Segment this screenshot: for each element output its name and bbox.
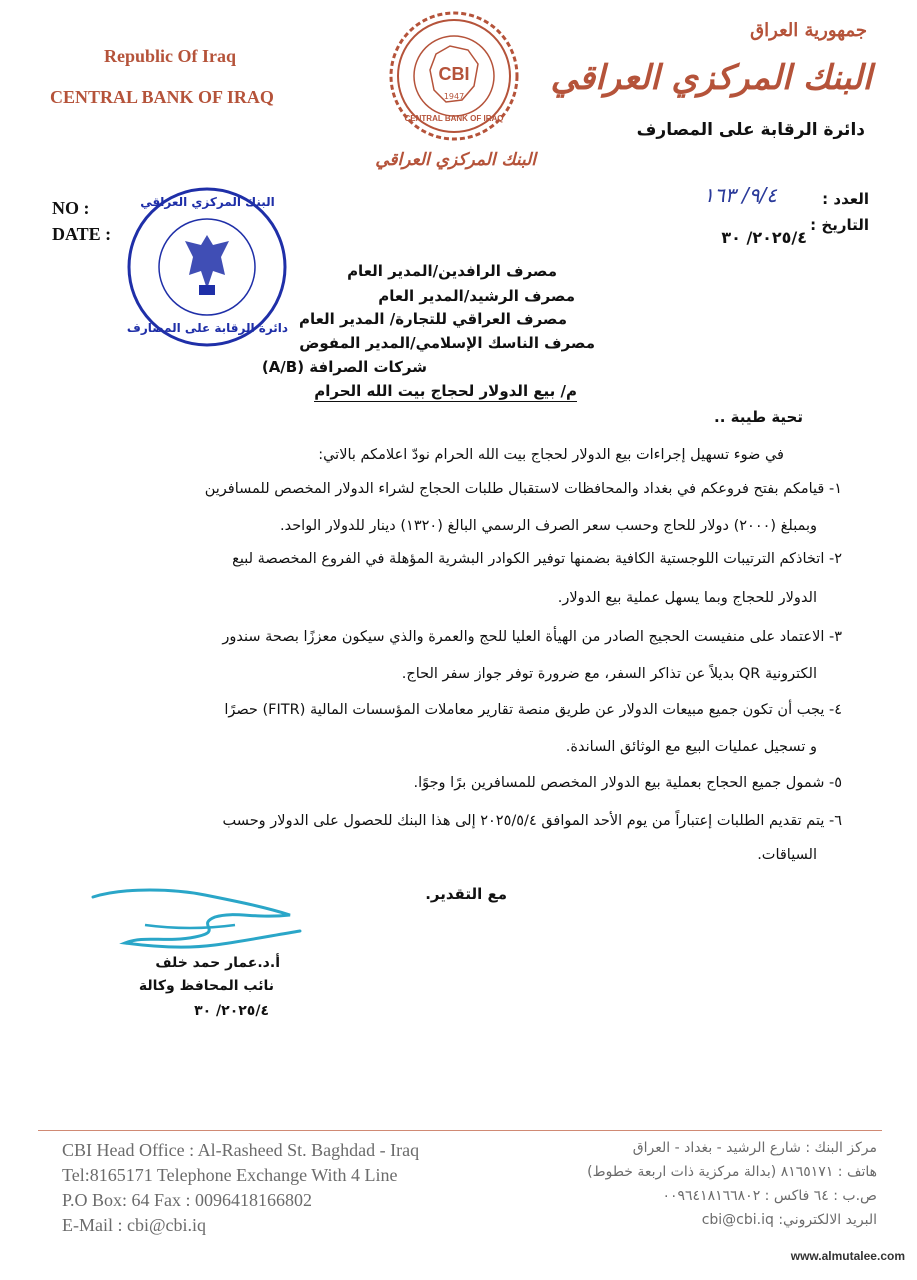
footer-ar-address: مركز البنك : شارع الرشيد - بغداد - العراق [632, 1140, 877, 1156]
ar-date-label: التاريخ : [810, 216, 869, 234]
header-en-republic: Republic Of Iraq [104, 46, 237, 66]
ar-no-label: العدد : [822, 190, 869, 208]
item-2-line-1: ٢- اتخاذكم الترتيبات اللوجستية الكافية بضمنها توفير الكوادر البشرية المؤهلة في الفروع المخصصة لبيع [232, 551, 842, 567]
logo-year: 1947 [443, 92, 465, 101]
date-label: DATE : [52, 224, 112, 244]
item-3-line-1: ٣- الاعتماد على منفيست الحجيج الصادر من الهيأة العليا للحج والعمرة والذي سيكون معززًا بصحة سندور [222, 629, 842, 645]
cbi-logo [388, 10, 520, 142]
signatory-name: أ.د.عمار حمد خلف [155, 955, 280, 971]
item-4-line-2: و تسجيل عمليات البيع مع الوثائق الساندة. [565, 739, 817, 755]
recipient-4: مصرف الناسك الإسلامي/المدير المفوض [299, 334, 595, 352]
subject-line: م/ بيع الدولار لحجاج بيت الله الحرام [314, 382, 577, 400]
stamp-ring-top: البنك المركزي العراقي [140, 195, 275, 209]
item-5-line-1: ٥- شمول جميع الحجاج بعملية بيع الدولار المخصص للمسافرين برًا وجوًا. [413, 775, 842, 791]
logo-text: CBI [438, 64, 470, 84]
footer-en-address: CBI Head Office : Al-Rasheed St. Baghdad - Iraq [62, 1140, 420, 1160]
item-6-line-1: ٦- يتم تقديم الطلبات إعتباراً من يوم الأحد الموافق ٢٠٢٥/٥/٤ إلى هذا البنك للحصول على الدولار وحسب [222, 813, 842, 829]
handwritten-signature [85, 885, 315, 960]
item-1-line-2: وبمبلغ (٢٠٠٠) دولار للحاج وحسب سعر الصرف الرسمي البالغ (١٣٢٠) دينار للدولار الواحد. [280, 518, 817, 534]
signatory-date: ٢٠٢٥/٤/ ٣٠ [194, 1003, 269, 1019]
item-1-line-1: ١- قيامكم بفتح فروعكم في بغداد والمحافظات لاستقبال طلبات الحجاج لشراء الدولار المخصص للمسافرين [204, 481, 842, 497]
recipient-1: مصرف الرافدين/المدير العام [347, 262, 557, 280]
footer-ar-pobox: ص.ب : ٦٤ فاكس : ٠٠٩٦٤١٨١٦٦٨٠٢ [662, 1188, 877, 1204]
footer-ar-email: البريد الالكتروني: cbi@cbi.iq [701, 1212, 877, 1228]
intro-paragraph: في ضوء تسهيل إجراءات بيع الدولار لحجاج بيت الله الحرام نودّ اعلامكم بالاتي: [318, 447, 784, 463]
ar-no-value: ٩/٤/ ١٦٣ [703, 183, 777, 207]
footer-ar-phone: هاتف : ٨١٦٥١٧١ (بدالة مركزية ذات اربعة خطوط) [587, 1164, 877, 1180]
footer-en-phone: Tel:8165171 Telephone Exchange With 4 Line [62, 1165, 398, 1185]
item-3-line-2: الكترونية QR بديلاً عن تذاكر السفر، مع ضرورة توفر جواز سفر الحاج. [401, 666, 817, 682]
item-6-line-2: السياقات. [757, 847, 817, 863]
logo-ring-text: CENTRAL BANK OF IRAQ [404, 114, 504, 123]
footer-en-email: E-Mail : cbi@cbi.iq [62, 1215, 207, 1235]
stamp-ring-bottom: دائرة الرقابة على المصارف [126, 321, 289, 335]
header-ar-bank: البنك المركزي العراقي [550, 58, 872, 98]
header-ar-department: دائرة الرقابة على المصارف [636, 120, 865, 140]
logo-ar-caption: البنك المركزي العراقي [375, 150, 536, 170]
recipient-2: مصرف الرشيد/المدير العام [378, 287, 575, 305]
item-2-line-2: الدولار للحجاج وبما يسهل عملية بيع الدولار. [557, 590, 817, 606]
footer-divider [38, 1130, 882, 1131]
recipient-3: مصرف العراقي للتجارة/ المدير العام [298, 310, 567, 328]
ar-date-value: ٢٠٢٥/٤/ ٣٠ [721, 228, 807, 247]
item-4-line-1: ٤- يجب أن تكون جميع مبيعات الدولار عن طريق منصة تقارير معاملات المؤسسات المالية (FITR) حصرًا [224, 702, 842, 718]
no-label: NO : [52, 198, 90, 218]
header-ar-republic: جمهورية العراق [750, 20, 867, 41]
website-watermark[interactable]: www.almutalee.com [790, 1249, 905, 1263]
closing: مع التقدير. [425, 885, 507, 903]
header-en-bank: CENTRAL BANK OF IRAQ [50, 87, 274, 107]
greeting: تحية طيبة .. [714, 408, 803, 426]
official-stamp [125, 185, 290, 350]
recipient-5: شركات الصرافة (A/B) [261, 358, 427, 376]
footer-en-pobox: P.O Box: 64 Fax : 0096418166802 [62, 1190, 313, 1210]
signatory-title: نائب المحافظ وكالة [138, 978, 274, 994]
